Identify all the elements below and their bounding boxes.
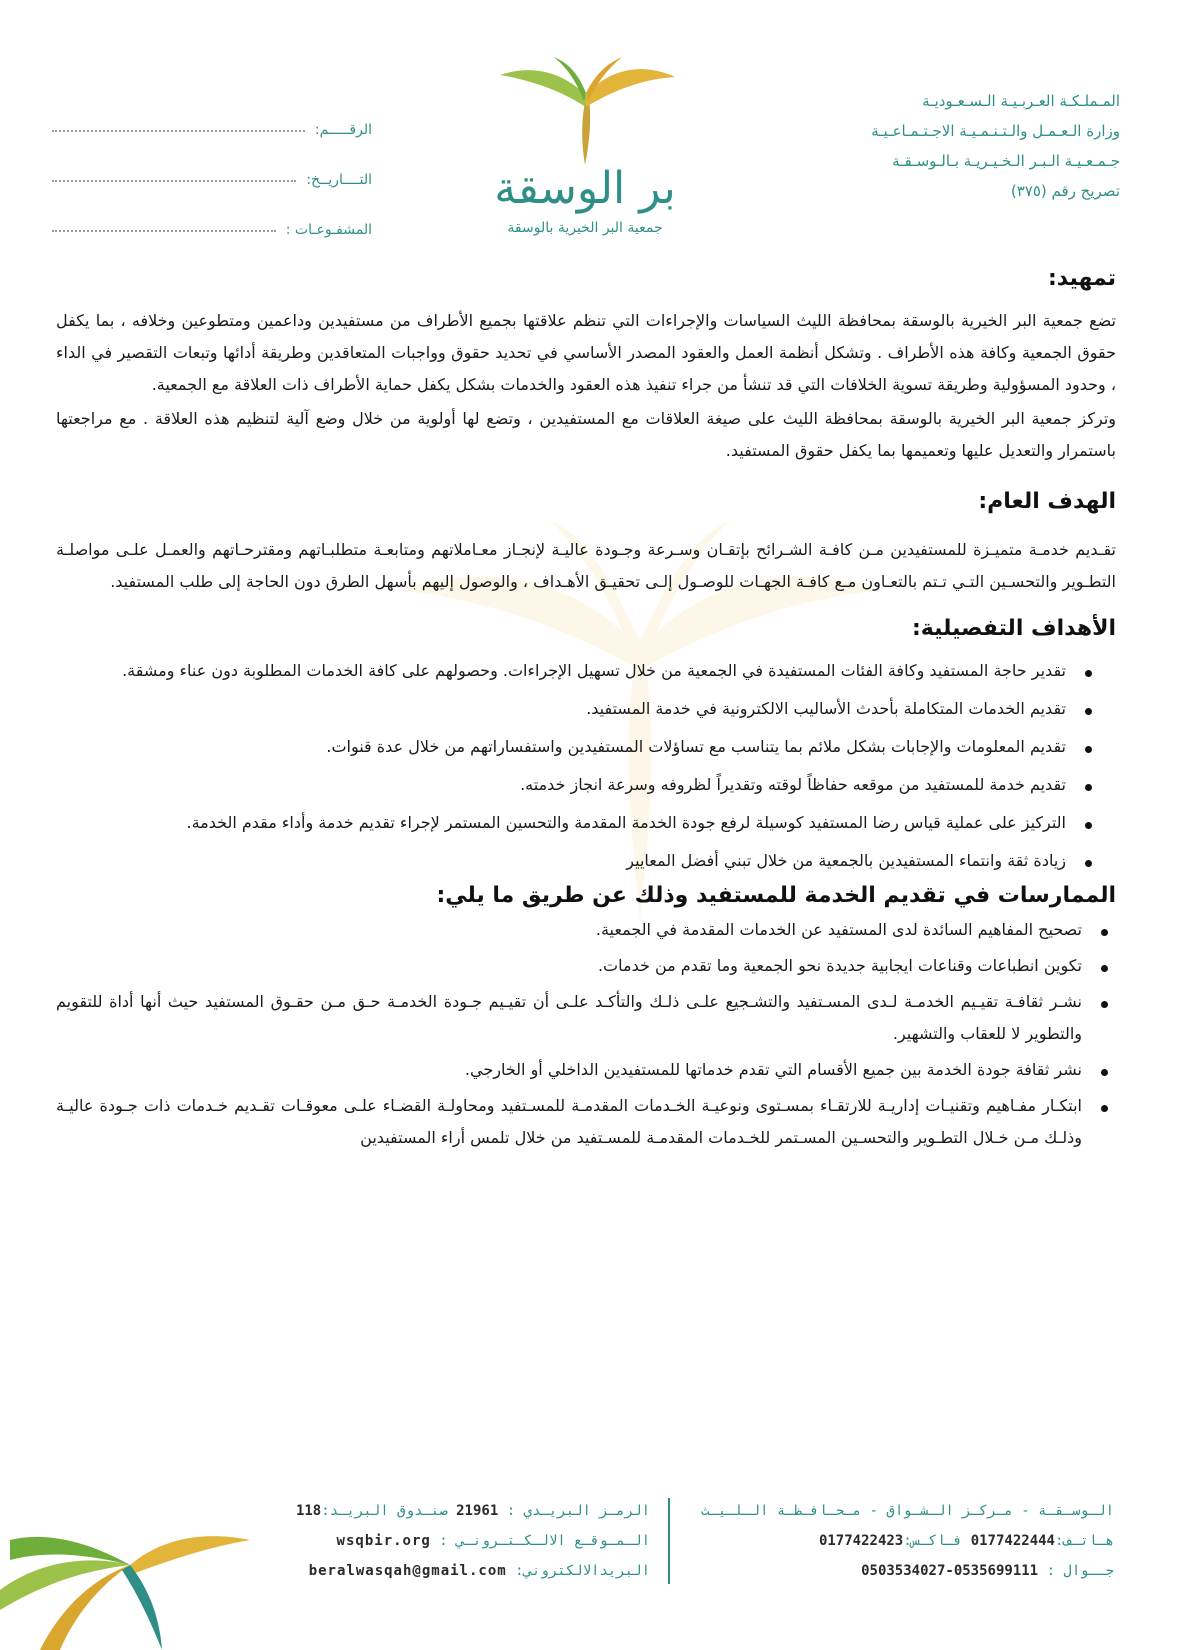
ref-fields: [52, 88, 372, 238]
field-date: [52, 138, 372, 188]
list-item: تقدير حاجة المستفيد وكافة الفئات المستفيدة في الجمعية من خلال تسهيل الإجراءات. وحصولهم على كافة الخدمات المطلوبة دون عناء ومشقة.: [56, 655, 1066, 687]
intro-paragraph-2: وتركز جمعية البر الخيرية بالوسقة بمحافظة الليث على صيغة العلاقات مع المستفيدين ، وتضع لها أولوية من خلال وضع آلية لتنظيم هذه العلاقة . مع مراجعتها باستمرار والتعديل عليها وتعميمها بما يكفل حقوق المستفيد.: [56, 409, 1116, 460]
footer-address: الـوسـقـة - مـركـز الـشـواق - مـحـافـظـة الـلـيـث: [700, 1503, 1114, 1519]
org-line-association: جـمـعـيـة الـبـر الـخـيـريـة بـالـوسـقـة: [892, 152, 1120, 170]
logo-text: بر الوسقة: [494, 163, 676, 214]
field-attachments: [52, 188, 372, 238]
letter-body: [56, 258, 1116, 1158]
field-attachments-line: [52, 230, 276, 232]
footer-divider: [668, 1498, 670, 1584]
general-goal-heading: الهدف العام:: [978, 489, 1116, 514]
detailed-goals-heading: الأهداف التفصيلية:: [911, 616, 1116, 641]
field-number-label: الرقـــــم:: [314, 122, 372, 138]
field-date-label: التــــاريــخ:: [306, 172, 372, 188]
intro-heading: تمهيد:: [1047, 266, 1116, 291]
footer-website: الـمـوقـع الالـكـتـرونـي : wsqbir.org: [336, 1533, 650, 1549]
practices-list: [56, 914, 1116, 1154]
footer-mobile: جــوال : 0535699111-0503534027: [861, 1563, 1114, 1579]
footer-phone-fax: هـاتـف:0177422444 فـاكـس:0177422423: [818, 1533, 1114, 1549]
org-line-kingdom: المـملـكـة العـربـيـة الـسـعـوديـة: [922, 92, 1120, 110]
general-goal-text: تقـديم خدمـة متميـزة للمستفيدين مـن كافـة الشـرائح بإتقـان وسـرعة وجـودة عاليـة لإنجـاز معـاملاتهم ومتابعـة متطلبـاتهم ومقترحـاتهم والعمـل علـى مواصلـة التطـوير والتحسـين التـي تـتم بالتعـاون مـع كافـة الجهـات للوصـول إلـى تحقيـق الأهـداف ، والوصول إليهم بأسهل الطرق دون الحاجة إلى طلب المستفيد.: [56, 540, 1116, 591]
list-item: ابتكـار مفـاهيم وتقنيـات إداريـة للارتقـاء بمسـتوى ونوعيـة الخـدمات المقدمـة للمسـتفيد ومحاولـة القضـاء علـى معوقـات تقـديم خـدمات ذات جـودة عاليـة وذلـك مـن خـلال التطـوير والتحسـين المسـتمر للخـدمات المقدمـة للمسـتفيد من خلال تلمس أراء المستفيدين: [56, 1090, 1082, 1154]
list-item: نشـر ثقافـة تقيـيم الخدمـة لـدى المسـتفيد والتشـجيع علـى ذلـك والتأكـد علـى أن تقيـيم جـودة الخدمـة حـق مـن حقـوق المستفيد حيث أنها أداة للتقويم والتطوير لا للعقاب والتشهير.: [56, 986, 1082, 1050]
logo-icon: [470, 55, 700, 245]
list-item: التركيز على عملية قياس رضا المستفيد كوسيلة لرفع جودة الخدمة المقدمة والتحسين المستمر لإجراء تقديم خدمة وأداء مقدم الخدمة.: [56, 807, 1066, 839]
field-number: [52, 88, 372, 138]
footer-email: البريدالالكتروني: beralwasqah@gmail.com: [308, 1563, 650, 1579]
footer-postal: الرمـز البريـدي : 21961 صنـدوق البريـد:118: [295, 1503, 650, 1519]
detailed-goals-list: [56, 655, 1116, 877]
org-line-ministry: وزارة الـعـمـل والـتـنـمـيـة الاجـتـمـاعـيـة: [871, 122, 1120, 140]
org-line-license: تصريح رقم (٣٧٥): [1010, 182, 1120, 200]
footer-online-block: [250, 1496, 650, 1586]
field-attachments-label: المشفـوعـات :: [285, 222, 372, 238]
footer-palm-icon: [0, 1470, 260, 1650]
contact-footer: [250, 1496, 1114, 1592]
list-item: تقديم المعلومات والإجابات بشكل ملائم بما يتناسب مع تساؤلات المستفيدين واستفساراتهم من خلال عدة قنوات.: [56, 731, 1066, 763]
org-header: [790, 86, 1120, 206]
list-item: نشر ثقافة جودة الخدمة بين جميع الأقسام التي تقدم خدماتها للمستفيدين الداخلي أو الخارجي.: [56, 1054, 1082, 1086]
list-item: تقديم خدمة للمستفيد من موقعه حفاظاً لوقته وتقديراً لظروفه وسرعة انجاز خدمته.: [56, 769, 1066, 801]
logo-subtitle: جمعية البر الخيرية بالوسقة: [507, 220, 663, 236]
list-item: تصحيح المفاهيم السائدة لدى المستفيد عن الخدمات المقدمة في الجمعية.: [56, 914, 1082, 946]
list-item: تقديم الخدمات المتكاملة بأحدث الأساليب الالكترونية في خدمة المستفيد.: [56, 693, 1066, 725]
footer-address-block: [700, 1496, 1114, 1586]
field-date-line: [52, 180, 296, 182]
intro-paragraph-1: تضع جمعية البر الخيرية بالوسقة بمحافظة الليث السياسات والإجراءات التي تنظم علاقتها بجميع الأطراف من مستفيدين وداعمين ومتطوعين وخلافه ، بما يكفل حقوق الجمعية وكافة هذه الأطراف . وتشكل أنظمة العمل والعقود المصدر الأساسي في تحديد حقوق وواجبات المتعاقدين وطريقة أدائها وتبعات التقصير في الداء ، وحدود المسؤولية وطريقة تسوية الخلافات التي قد تنشأ من جراء تنفيذ هذه العقود والخدمات بشكل يكفل حماية الأطراف ذات العلاقة مع الجمعية.: [56, 311, 1116, 394]
list-item: تكوين انطباعات وقناعات ايجابية جديدة نحو الجمعية وما تقدم من خدمات.: [56, 950, 1082, 982]
field-number-line: [52, 130, 305, 132]
list-item: زيادة ثقة وانتماء المستفيدين بالجمعية من خلال تبني أفضل المعايير: [56, 845, 1066, 877]
practices-heading: الممارسات في تقديم الخدمة للمستفيد وذلك عن طريق ما يلي:: [436, 883, 1116, 908]
